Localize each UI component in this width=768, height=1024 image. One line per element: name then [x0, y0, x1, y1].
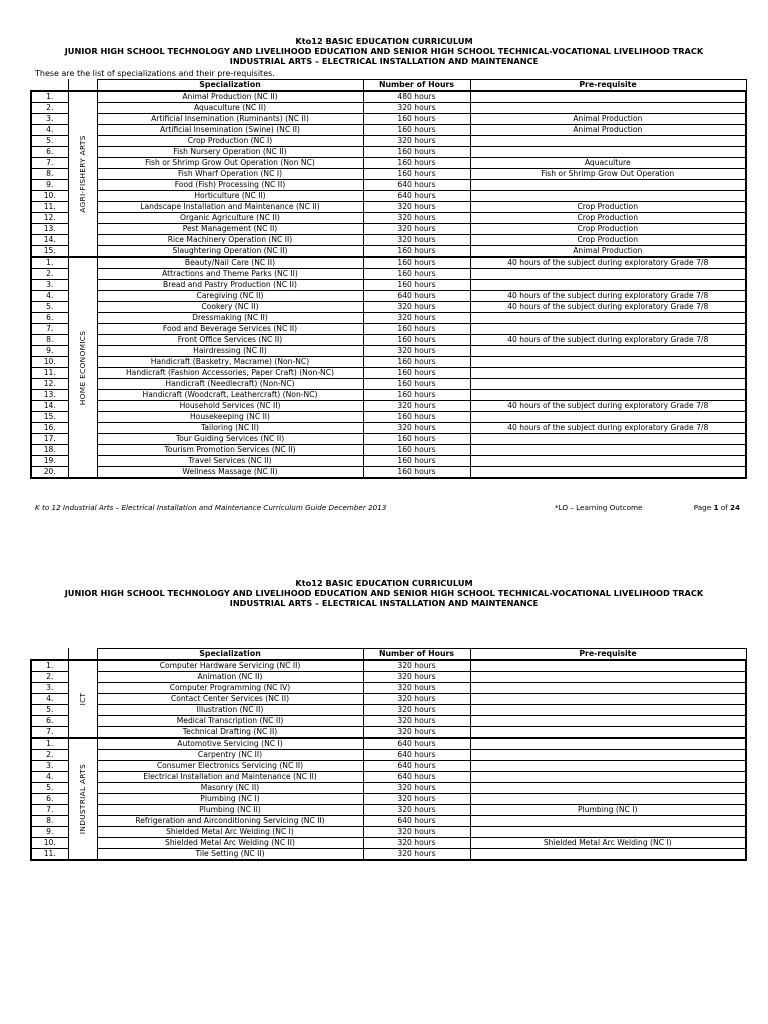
row-number: 5. — [31, 136, 68, 147]
specialization-cell: Front Office Services (NC II) — [97, 335, 363, 346]
specialization-cell: Fish or Shrimp Grow Out Operation (Non NC) — [97, 158, 363, 169]
prerequisite-cell: Crop Production — [470, 202, 746, 213]
table-row — [31, 716, 746, 727]
col-specialization: Specialization — [97, 80, 363, 92]
row-number: 4. — [31, 694, 68, 705]
intro-text: These are the list of specializations and their pre-requisites. — [35, 69, 275, 78]
specialization-cell: Hairdressing (NC II) — [97, 346, 363, 357]
row-number: 2. — [31, 672, 68, 683]
col-hours: Number of Hours — [363, 649, 470, 661]
table-row — [31, 750, 746, 761]
specialization-cell: Fish Nursery Operation (NC II) — [97, 147, 363, 158]
row-number: 4. — [31, 291, 68, 302]
row-number: 15. — [31, 412, 68, 423]
hours-cell: 320 hours — [363, 313, 470, 324]
specialization-cell: Masonry (NC II) — [97, 783, 363, 794]
row-number: 13. — [31, 390, 68, 401]
row-number: 11. — [31, 368, 68, 379]
row-number: 10. — [31, 357, 68, 368]
prerequisite-cell — [470, 683, 746, 694]
row-number: 18. — [31, 445, 68, 456]
hours-cell: 320 hours — [363, 783, 470, 794]
hours-cell: 320 hours — [363, 694, 470, 705]
row-number: 13. — [31, 224, 68, 235]
specialization-cell: Artificial Insemination (Ruminants) (NC II) — [97, 114, 363, 125]
prerequisite-cell: Animal Production — [470, 246, 746, 258]
specialization-cell: Aquaculture (NC II) — [97, 103, 363, 114]
prerequisite-cell — [470, 849, 746, 861]
row-number: 3. — [31, 761, 68, 772]
specialization-cell: Slaughtering Operation (NC II) — [97, 246, 363, 258]
row-number: 1. — [31, 257, 68, 269]
specialization-cell: Electrical Installation and Maintenance (NC II) — [97, 772, 363, 783]
prerequisite-cell: 40 hours of the subject during exploratory Grade 7/8 — [470, 423, 746, 434]
prerequisite-cell — [470, 761, 746, 772]
row-number: 2. — [31, 750, 68, 761]
prerequisite-cell — [470, 694, 746, 705]
hours-cell: 160 hours — [363, 257, 470, 269]
hours-cell: 320 hours — [363, 302, 470, 313]
col-prerequisite: Pre-requisite — [470, 80, 746, 92]
row-number: 9. — [31, 346, 68, 357]
specialization-cell: Shielded Metal Arc Welding (NC II) — [97, 838, 363, 849]
row-number: 19. — [31, 456, 68, 467]
row-number: 7. — [31, 727, 68, 739]
specialization-cell: Automotive Servicing (NC I) — [97, 738, 363, 750]
prerequisite-cell — [470, 783, 746, 794]
table-row — [31, 727, 746, 739]
prerequisite-cell — [470, 660, 746, 672]
hours-cell: 160 hours — [363, 114, 470, 125]
row-number: 6. — [31, 794, 68, 805]
table-row — [31, 838, 746, 849]
specialization-cell: Dressmaking (NC II) — [97, 313, 363, 324]
hours-cell: 480 hours — [363, 91, 470, 103]
row-number: 10. — [31, 838, 68, 849]
hours-cell: 160 hours — [363, 269, 470, 280]
row-number: 6. — [31, 313, 68, 324]
hours-cell: 160 hours — [363, 456, 470, 467]
group-label: AGRI-FISHERY ARTS — [77, 135, 87, 213]
specialization-cell: Technical Drafting (NC II) — [97, 727, 363, 739]
header-title: Kto12 BASIC EDUCATION CURRICULUM — [295, 578, 473, 588]
specialization-cell: Beauty/Nail Care (NC II) — [97, 257, 363, 269]
specialization-cell: Handicraft (Fashion Accessories, Paper Craft) (Non-NC) — [97, 368, 363, 379]
row-number: 8. — [31, 816, 68, 827]
table-row — [31, 849, 746, 861]
prerequisite-cell: Shielded Metal Arc Welding (NC I) — [470, 838, 746, 849]
row-number: 3. — [31, 280, 68, 291]
specialization-cell: Medical Transcription (NC II) — [97, 716, 363, 727]
row-number: 2. — [31, 103, 68, 114]
row-number: 1. — [31, 738, 68, 750]
hours-cell: 160 hours — [363, 368, 470, 379]
hours-cell: 160 hours — [363, 390, 470, 401]
hours-cell: 320 hours — [363, 705, 470, 716]
row-number: 6. — [31, 147, 68, 158]
table-row — [31, 705, 746, 716]
prerequisite-cell — [470, 738, 746, 750]
specialization-cell: Organic Agriculture (NC II) — [97, 213, 363, 224]
row-number: 4. — [31, 772, 68, 783]
specialization-cell: Tour Guiding Services (NC II) — [97, 434, 363, 445]
table-row — [31, 827, 746, 838]
specialization-cell: Wellness Massage (NC II) — [97, 467, 363, 479]
specialization-cell: Horticulture (NC II) — [97, 191, 363, 202]
header-title: Kto12 BASIC EDUCATION CURRICULUM — [295, 36, 473, 46]
specialization-cell: Housekeeping (NC II) — [97, 412, 363, 423]
footer-page-number: Page 1 of 24 — [693, 503, 740, 512]
specialization-cell: Travel Services (NC II) — [97, 456, 363, 467]
row-number: 4. — [31, 125, 68, 136]
hours-cell: 640 hours — [363, 761, 470, 772]
table-row — [31, 783, 746, 794]
hours-cell: 160 hours — [363, 335, 470, 346]
table-row — [31, 816, 746, 827]
row-number: 1. — [31, 660, 68, 672]
col-prerequisite: Pre-requisite — [470, 649, 746, 661]
specialization-table — [30, 648, 747, 861]
hours-cell: 160 hours — [363, 324, 470, 335]
prerequisite-cell — [470, 716, 746, 727]
row-number: 15. — [31, 246, 68, 258]
specialization-cell: Tailoring (NC II) — [97, 423, 363, 434]
header-track: INDUSTRIAL ARTS – ELECTRICAL INSTALLATION AND MAINTENANCE — [229, 598, 539, 608]
hours-cell: 160 hours — [363, 412, 470, 423]
hours-cell: 160 hours — [363, 280, 470, 291]
page-header — [0, 578, 768, 608]
specialization-cell: Food and Beverage Services (NC II) — [97, 324, 363, 335]
row-number: 14. — [31, 401, 68, 412]
hours-cell: 320 hours — [363, 213, 470, 224]
row-number: 9. — [31, 180, 68, 191]
specialization-cell: Animal Production (NC II) — [97, 91, 363, 103]
row-number: 20. — [31, 467, 68, 479]
row-number: 12. — [31, 379, 68, 390]
hours-cell: 160 hours — [363, 445, 470, 456]
hours-cell: 160 hours — [363, 169, 470, 180]
hours-cell: 160 hours — [363, 125, 470, 136]
row-number: 6. — [31, 716, 68, 727]
prerequisite-cell — [470, 794, 746, 805]
prerequisite-cell — [470, 827, 746, 838]
row-number: 5. — [31, 783, 68, 794]
hours-cell: 320 hours — [363, 727, 470, 739]
hours-cell: 640 hours — [363, 180, 470, 191]
col-hours: Number of Hours — [363, 80, 470, 92]
specialization-cell: Carpentry (NC II) — [97, 750, 363, 761]
group-label: INDUSTRIAL ARTS — [77, 763, 87, 835]
specialization-cell: Tourism Promotion Services (NC II) — [97, 445, 363, 456]
specialization-cell: Handicraft (Needlecraft) (Non-NC) — [97, 379, 363, 390]
header-track: INDUSTRIAL ARTS – ELECTRICAL INSTALLATION AND MAINTENANCE — [229, 56, 539, 66]
row-number: 11. — [31, 202, 68, 213]
hours-cell: 320 hours — [363, 423, 470, 434]
prerequisite-cell: 40 hours of the subject during exploratory Grade 7/8 — [470, 302, 746, 313]
prerequisite-cell — [470, 816, 746, 827]
hours-cell: 160 hours — [363, 379, 470, 390]
hours-cell: 320 hours — [363, 224, 470, 235]
hours-cell: 320 hours — [363, 202, 470, 213]
hours-cell: 160 hours — [363, 467, 470, 479]
hours-cell: 160 hours — [363, 158, 470, 169]
specialization-cell: Tile Setting (NC II) — [97, 849, 363, 861]
hours-cell: 160 hours — [363, 434, 470, 445]
hours-cell: 640 hours — [363, 191, 470, 202]
hours-cell: 640 hours — [363, 738, 470, 750]
hours-cell: 320 hours — [363, 683, 470, 694]
hours-cell: 320 hours — [363, 103, 470, 114]
table-header-row — [31, 649, 746, 661]
specialization-cell: Handicraft (Basketry, Macrame) (Non-NC) — [97, 357, 363, 368]
row-number: 3. — [31, 114, 68, 125]
table-row — [31, 694, 746, 705]
specialization-cell: Illustration (NC II) — [97, 705, 363, 716]
row-number: 3. — [31, 683, 68, 694]
table-row — [31, 772, 746, 783]
group-label-cell — [68, 660, 97, 738]
specialization-cell: Plumbing (NC II) — [97, 805, 363, 816]
row-number: 8. — [31, 335, 68, 346]
hours-cell: 640 hours — [363, 750, 470, 761]
prerequisite-cell: Crop Production — [470, 224, 746, 235]
prerequisite-cell: Crop Production — [470, 213, 746, 224]
prerequisite-cell: Crop Production — [470, 235, 746, 246]
hours-cell: 640 hours — [363, 291, 470, 302]
prerequisite-cell: Fish or Shrimp Grow Out Operation — [470, 169, 746, 180]
specialization-cell: Rice Machinery Operation (NC II) — [97, 235, 363, 246]
hours-cell: 160 hours — [363, 357, 470, 368]
hours-cell: 320 hours — [363, 672, 470, 683]
prerequisite-cell: Animal Production — [470, 125, 746, 136]
table-row — [31, 660, 746, 672]
prerequisite-cell — [470, 705, 746, 716]
table-row — [31, 738, 746, 750]
prerequisite-cell — [470, 672, 746, 683]
row-number: 8. — [31, 169, 68, 180]
table-row — [31, 761, 746, 772]
specialization-cell: Shielded Metal Arc Welding (NC I) — [97, 827, 363, 838]
row-number: 7. — [31, 805, 68, 816]
row-number: 1. — [31, 91, 68, 103]
specialization-cell: Caregiving (NC II) — [97, 291, 363, 302]
prerequisite-cell — [470, 727, 746, 739]
hours-cell: 320 hours — [363, 716, 470, 727]
hours-cell: 320 hours — [363, 827, 470, 838]
hours-cell: 320 hours — [363, 838, 470, 849]
row-number: 17. — [31, 434, 68, 445]
row-number: 12. — [31, 213, 68, 224]
hours-cell: 320 hours — [363, 805, 470, 816]
row-number: 11. — [31, 849, 68, 861]
specialization-cell: Crop Production (NC I) — [97, 136, 363, 147]
prerequisite-cell — [470, 750, 746, 761]
specialization-cell: Computer Programming (NC IV) — [97, 683, 363, 694]
prerequisite-cell: 40 hours of the subject during exploratory Grade 7/8 — [470, 401, 746, 412]
specialization-cell: Household Services (NC II) — [97, 401, 363, 412]
hours-cell: 160 hours — [363, 147, 470, 158]
prerequisite-cell: 40 hours of the subject during exploratory Grade 7/8 — [470, 335, 746, 346]
hours-cell: 320 hours — [363, 136, 470, 147]
prerequisite-cell: 40 hours of the subject during exploratory Grade 7/8 — [470, 257, 746, 269]
hours-cell: 320 hours — [363, 401, 470, 412]
specialization-cell: Contact Center Services (NC II) — [97, 694, 363, 705]
specialization-cell: Artificial Insemination (Swine) (NC II) — [97, 125, 363, 136]
row-number: 5. — [31, 705, 68, 716]
hours-cell: 320 hours — [363, 235, 470, 246]
specialization-cell: Handicraft (Woodcraft, Leathercraft) (Non-NC) — [97, 390, 363, 401]
header-subtitle: JUNIOR HIGH SCHOOL TECHNOLOGY AND LIVELIHOOD EDUCATION AND SENIOR HIGH SCHOOL TECHNICAL-VOCATIONAL LIVELIHOOD TRACK — [64, 46, 704, 56]
prerequisite-cell — [470, 772, 746, 783]
hours-cell: 320 hours — [363, 794, 470, 805]
hours-cell: 640 hours — [363, 772, 470, 783]
specialization-cell: Cookery (NC II) — [97, 302, 363, 313]
row-number: 9. — [31, 827, 68, 838]
specialization-cell: Fish Wharf Operation (NC I) — [97, 169, 363, 180]
specialization-cell: Plumbing (NC I) — [97, 794, 363, 805]
prerequisite-cell: 40 hours of the subject during exploratory Grade 7/8 — [470, 291, 746, 302]
row-number: 2. — [31, 269, 68, 280]
prerequisite-cell: Plumbing (NC I) — [470, 805, 746, 816]
row-number: 7. — [31, 324, 68, 335]
group-label: HOME ECONOMICS — [77, 330, 87, 405]
specialization-cell: Animation (NC II) — [97, 672, 363, 683]
specialization-cell: Food (Fish) Processing (NC II) — [97, 180, 363, 191]
hours-cell: 320 hours — [363, 660, 470, 672]
specialization-cell: Landscape Installation and Maintenance (NC II) — [97, 202, 363, 213]
section-industrial-arts — [31, 738, 746, 860]
specialization-cell: Consumer Electronics Servicing (NC II) — [97, 761, 363, 772]
group-label-cell — [68, 738, 97, 860]
specialization-cell: Bread and Pastry Production (NC II) — [97, 280, 363, 291]
header-subtitle: JUNIOR HIGH SCHOOL TECHNOLOGY AND LIVELIHOOD EDUCATION AND SENIOR HIGH SCHOOL TECHNICAL-VOCATIONAL LIVELIHOOD TRACK — [64, 588, 704, 598]
prerequisite-cell: Aquaculture — [470, 158, 746, 169]
footer-note: *LO – Learning Outcome — [555, 503, 643, 512]
row-number: 5. — [31, 302, 68, 313]
table-row — [31, 683, 746, 694]
hours-cell: 160 hours — [363, 246, 470, 258]
hours-cell: 320 hours — [363, 346, 470, 357]
col-specialization: Specialization — [97, 649, 363, 661]
row-number: 16. — [31, 423, 68, 434]
specialization-cell: Refrigeration and Airconditioning Servicing (NC II) — [97, 816, 363, 827]
table-row — [31, 672, 746, 683]
hours-cell: 320 hours — [363, 849, 470, 861]
row-number: 7. — [31, 158, 68, 169]
specialization-cell: Pest Management (NC II) — [97, 224, 363, 235]
group-label: ICT — [77, 692, 87, 706]
footer-guide-title: K to 12 Industrial Arts – Electrical Installation and Maintenance Curriculum Guide December 2013 — [35, 503, 387, 512]
row-number: 14. — [31, 235, 68, 246]
hours-cell: 640 hours — [363, 816, 470, 827]
specialization-cell: Computer Hardware Servicing (NC II) — [97, 660, 363, 672]
specialization-cell: Attractions and Theme Parks (NC II) — [97, 269, 363, 280]
prerequisite-cell: Animal Production — [470, 114, 746, 125]
table-row — [31, 794, 746, 805]
row-number: 10. — [31, 191, 68, 202]
section-ict — [31, 660, 746, 738]
table-row — [31, 805, 746, 816]
